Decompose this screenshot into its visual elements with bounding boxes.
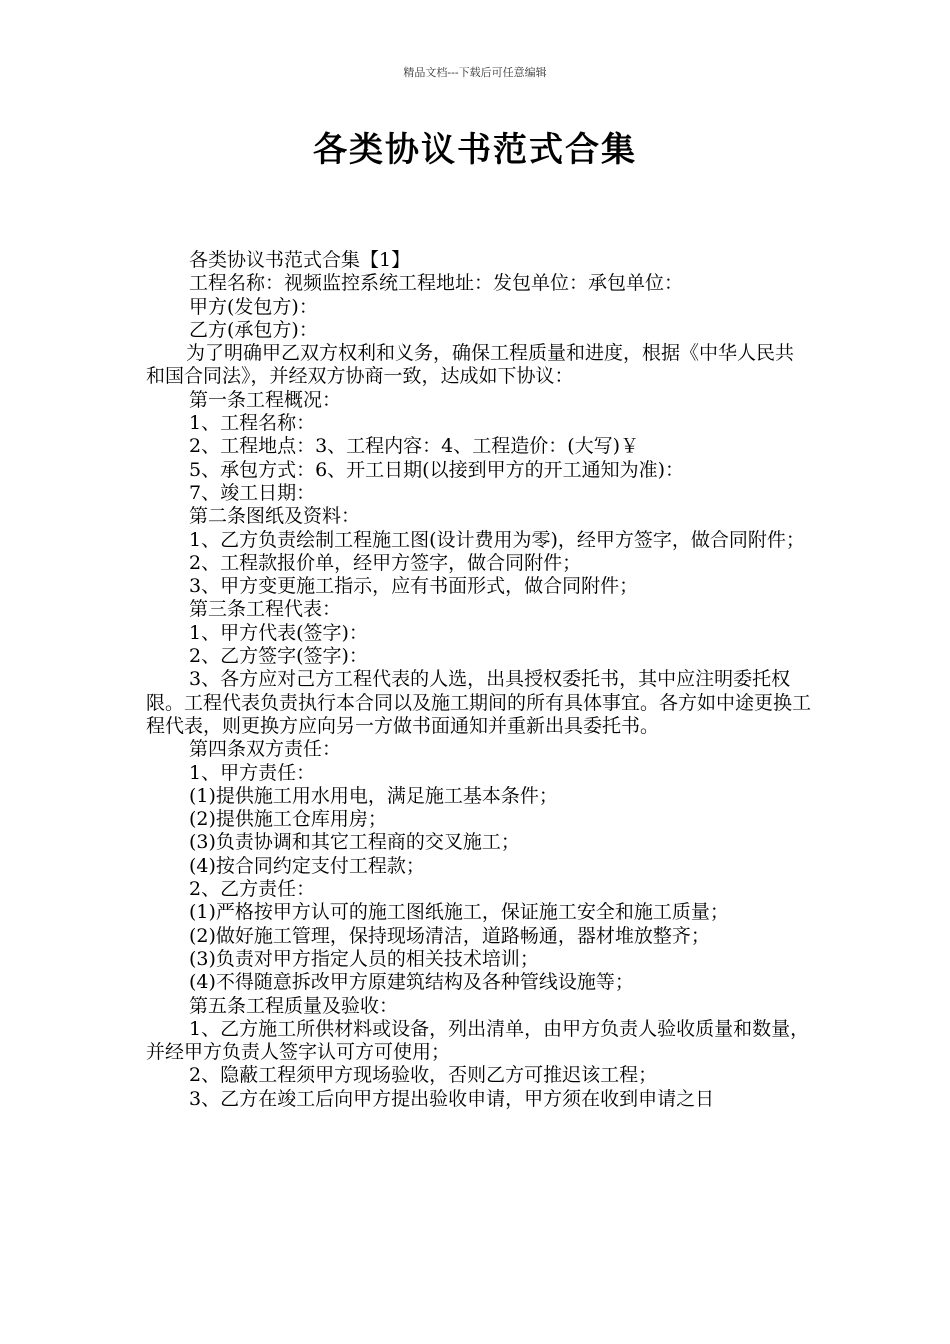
paragraph: 1、工程名称： bbox=[189, 412, 316, 435]
paragraph: 为了明确甲乙双方权利和义务，确保工程质量和进度，根据《中华人民共和国合同法》，并经双方协商一致，达成如下协议： bbox=[146, 342, 795, 388]
paragraph: 第一条工程概况： bbox=[189, 388, 342, 411]
paragraph: (1)严格按甲方认可的施工图纸施工，保证施工安全和施工质量； bbox=[189, 901, 729, 924]
paragraph: 3、各方应对己方工程代表的人选，出具授权委托书，其中应注明委托权限。工程代表负责执行本合同以及施工期间的所有具体事宜。各方如中途更换工程代表，则更换方应向另一方做书面通知并重新出具委托书。 bbox=[146, 668, 812, 737]
paragraph: 1、乙方负责绘制工程施工图(设计费用为零)，经甲方签字，做合同附件； bbox=[189, 528, 805, 551]
paragraph: 第五条工程质量及验收： bbox=[189, 994, 399, 1017]
paragraph: 第二条图纸及资料： bbox=[189, 505, 361, 528]
paragraph: 第四条双方责任： bbox=[189, 738, 342, 761]
paragraph: 1、乙方施工所供材料或设备，列出清单，由甲方负责人验收质量和数量，并经甲方负责人签字认可方可使用； bbox=[146, 1017, 810, 1064]
paragraph: 7、竣工日期： bbox=[189, 481, 316, 504]
paragraph: 5、承包方式：6、开工日期(以接到甲方的开工通知为准)： bbox=[189, 458, 685, 481]
paragraph: 2、乙方签字(签字)： bbox=[189, 645, 368, 668]
paragraph: (4)按合同约定支付工程款； bbox=[189, 854, 425, 877]
paragraph: (2)做好施工管理，保持现场清洁，道路畅通，器材堆放整齐； bbox=[189, 924, 710, 947]
paragraph: 第三条工程代表： bbox=[189, 598, 342, 621]
paragraph: 1、甲方责任： bbox=[189, 761, 316, 784]
paragraph: (4)不得随意拆改甲方原建筑结构及各种管线设施等； bbox=[189, 971, 634, 994]
paragraph: 工程名称：视频监控系统工程地址：发包单位：承包单位： bbox=[189, 272, 684, 295]
paragraph: 2、乙方责任： bbox=[189, 878, 316, 901]
paragraph: 3、甲方变更施工指示，应有书面形式，做合同附件； bbox=[189, 575, 639, 598]
paragraph: (3)负责对甲方指定人员的相关技术培训； bbox=[189, 947, 539, 970]
paragraph: (2)提供施工仓库用房； bbox=[189, 808, 387, 831]
document-title: 各类协议书范式合集 bbox=[313, 130, 637, 170]
paragraph: 乙方(承包方)： bbox=[189, 318, 318, 341]
document-body bbox=[146, 249, 812, 1111]
paragraph: 1、甲方代表(签字)： bbox=[189, 621, 368, 644]
paragraph: 2、工程款报价单，经甲方签字，做合同附件； bbox=[189, 551, 582, 574]
paragraph: (3)负责协调和其它工程商的交叉施工； bbox=[189, 831, 520, 854]
paragraph: 2、隐蔽工程须甲方现场验收，否则乙方可推迟该工程； bbox=[189, 1064, 658, 1087]
header-note: 精品文档---下载后可任意编辑 bbox=[403, 66, 547, 79]
paragraph: (1)提供施工用水用电，满足施工基本条件； bbox=[189, 784, 558, 807]
paragraph: 3、乙方在竣工后向甲方提出验收申请，甲方须在收到申请之日 bbox=[189, 1087, 715, 1110]
paragraph: 各类协议书范式合集【1】 bbox=[189, 249, 411, 271]
paragraph: 甲方(发包方)： bbox=[189, 295, 318, 318]
paragraph: 2、工程地点：3、工程内容：4、工程造价：(大写)￥ bbox=[189, 435, 640, 458]
